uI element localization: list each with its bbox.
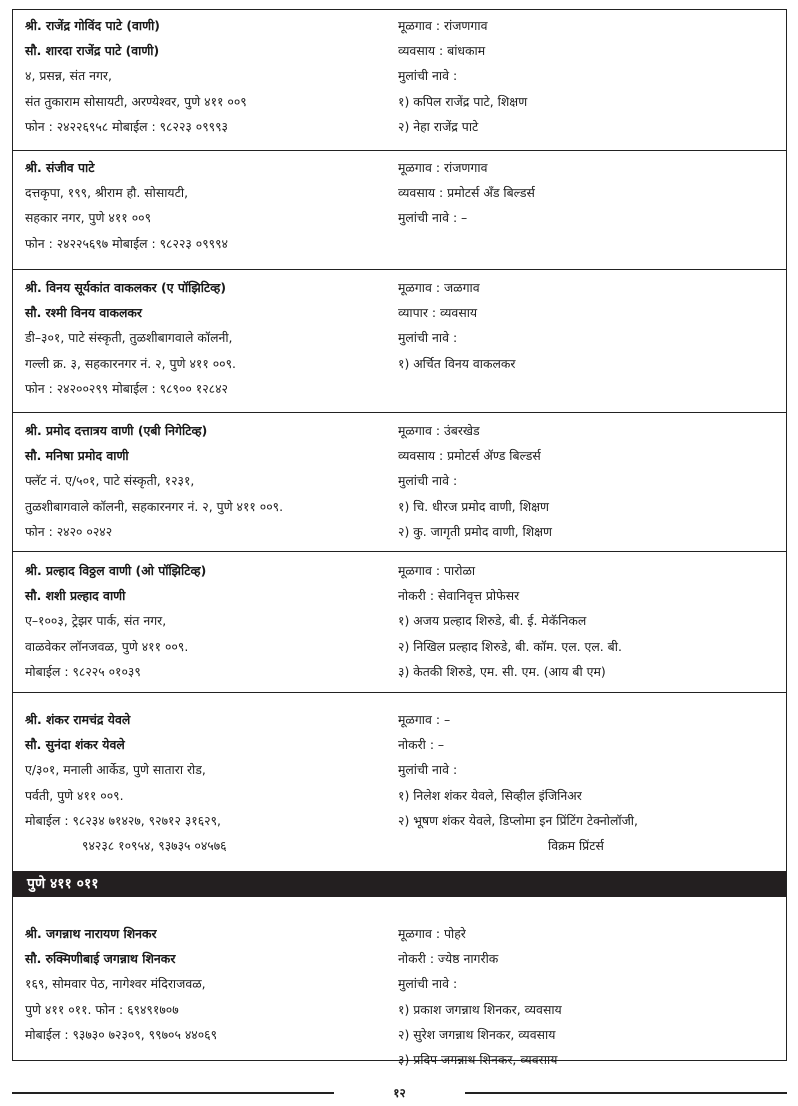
directory-entry [13, 269, 786, 412]
children-heading: मुलांची नावे : [398, 762, 458, 778]
entry-address-column [25, 921, 385, 1047]
member-name: श्री. राजेंद्र गोविंद पाटे (वाणी) [25, 18, 160, 33]
phone-line: फोन : २४२००२९९ मोबाईल : ९८९०० १२८४२ [25, 380, 228, 396]
spouse-name: सौ. रुक्मिणीबाई जगन्नाथ शिनकर [25, 951, 176, 967]
address-line: डी–३०१, पाटे संस्कृती, तुळशीबागवाले कॉलनी, [25, 330, 233, 346]
native-place: मूळगाव : – [398, 712, 451, 727]
entry-address-column [25, 275, 385, 401]
address-line: संत तुकाराम सोसायटी, अरण्येश्वर, पुणे ४११ ००९ [25, 93, 247, 109]
address-line: ए/३०१, मनाली आर्केड, पुणे सातारा रोड, [25, 762, 206, 778]
occupation: व्यापार : व्यवसाय [398, 305, 478, 321]
native-place: मूळगाव : जळगाव [398, 280, 480, 295]
native-place: मूळगाव : रांजणगाव [398, 18, 488, 33]
member-name: श्री. संजीव पाटे [25, 160, 95, 175]
entry-details-column [398, 13, 778, 139]
address-line: ए–१००३, ट्रेझर पार्क, संत नगर, [25, 613, 167, 629]
entry-details-column [398, 418, 778, 544]
child-item: १) निलेश शंकर येवले, सिव्हील इंजिनिअर [398, 787, 582, 803]
occupation: नोकरी : ज्येष्ठ नागरीक [398, 951, 499, 967]
children-heading: मुलांची नावे : [398, 976, 458, 992]
page-number: १२ [387, 1086, 411, 1100]
member-name: श्री. शंकर रामचंद्र येवले [25, 712, 131, 727]
address-line: गल्ली क्र. ३, सहकारनगर नं. २, पुणे ४११ ००९. [25, 355, 236, 371]
occupation: नोकरी : – [398, 737, 445, 753]
phone-line: फोन : २४२० ०२४२ [25, 523, 113, 539]
child-item: १) अर्चित विनय वाकलकर [398, 355, 516, 371]
phone-line-continued: ९४२३८ १०९५४, ९३७३५ ०४५७६ [82, 837, 227, 853]
entry-address-column [25, 418, 385, 544]
address-line: पुणे ४११ ०११. फोन : ६९४९१७०७ [25, 1001, 179, 1017]
phone-line: मोबाईल : ९३७३० ७२३०९, ९९७०५ ४४०६९ [25, 1026, 218, 1042]
child-item: ३) प्रदिप जगन्नाथ शिनकर, व्यवसाय [398, 1051, 558, 1067]
spouse-name: सौ. शशी प्रल्हाद वाणी [25, 588, 126, 604]
entry-details-column [398, 275, 778, 376]
spouse-name: सौ. रश्मी विनय वाकलकर [25, 305, 142, 321]
phone-line: मोबाईल : ९८२२५ ०१०३९ [25, 663, 141, 679]
native-place: मूळगाव : रांजणगाव [398, 160, 488, 175]
directory-entry [13, 10, 786, 150]
children-heading: मुलांची नावे : [398, 68, 458, 84]
children-heading: मुलांची नावे : [398, 330, 458, 346]
member-name: श्री. प्रमोद दत्तात्रय वाणी (एबी निगेटिव्ह) [25, 423, 208, 438]
child-item: १) चि. धीरज प्रमोद वाणी, शिक्षण [398, 498, 550, 514]
directory-entry [13, 150, 786, 269]
child-item: २) नेहा राजेंद्र पाटे [398, 118, 479, 134]
directory-entry [13, 412, 786, 551]
address-line: दत्तकृपा, १९९, श्रीराम हौ. सोसायटी, [25, 185, 189, 201]
directory-entry [13, 692, 786, 871]
address-line: तुळशीबागवाले कॉलनी, सहकारनगर नं. २, पुणे ४११ ००९. [25, 498, 284, 514]
child-item: १) प्रकाश जगन्नाथ शिनकर, व्यवसाय [398, 1001, 562, 1017]
address-line: फ्लॅट नं. ए/५०१, पाटे संस्कृती, १२३१, [25, 473, 195, 489]
native-place: मूळगाव : पोहरे [398, 926, 466, 941]
child-item: २) भूषण शंकर येवले, डिप्लोमा इन प्रिंटिंग टेक्नोलॉजी, [398, 812, 638, 828]
section-header-band [13, 871, 786, 897]
child-item: ३) केतकी शिरुडे, एम. सी. एम. (आय बी एम) [398, 663, 606, 679]
member-name: श्री. प्रल्हाद विठ्ठल वाणी (ओ पॉझिटिव्ह) [25, 563, 207, 578]
entry-address-column [25, 558, 385, 684]
address-line: सहकार नगर, पुणे ४११ ००९ [25, 210, 152, 226]
child-item: २) निखिल प्रल्हाद शिरुडे, बी. कॉम. एल. एल. बी. [398, 638, 622, 654]
spouse-name: सौ. मनिषा प्रमोद वाणी [25, 448, 129, 464]
page-footer [12, 1086, 787, 1100]
children-heading: मुलांची नावे : – [398, 210, 468, 226]
occupation: व्यवसाय : बांधकाम [398, 43, 486, 59]
entry-address-column [25, 707, 385, 858]
occupation: व्यवसाय : प्रमोटर्स अँड बिल्डर्स [398, 185, 535, 201]
entry-details-column [398, 155, 778, 231]
child-item: १) अजय प्रल्हाद शिरुडे, बी. ई. मेकॅनिकल [398, 613, 587, 629]
child-item: २) सुरेश जगन्नाथ शिनकर, व्यवसाय [398, 1026, 556, 1042]
member-name: श्री. विनय सूर्यकांत वाकलकर (ए पॉझिटिव्ह) [25, 280, 226, 295]
address-line: वाळवेकर लॉनजवळ, पुणे ४११ ००९. [25, 638, 189, 654]
spouse-name: सौ. सुनंदा शंकर येवले [25, 737, 125, 753]
entry-address-column [25, 155, 385, 256]
child-item: २) कु. जागृती प्रमोद वाणी, शिक्षण [398, 523, 553, 539]
directory-page [12, 9, 787, 1067]
phone-line: मोबाईल : ९८२३४ ७१४२७, ९२७१२ ३१६२९, [25, 812, 221, 828]
phone-line: फोन : २४२२५६९७ मोबाईल : ९८२२३ ०९९९४ [25, 235, 228, 251]
page-number-ornament [12, 1084, 787, 1102]
directory-entry [13, 551, 786, 692]
occupation: नोकरी : सेवानिवृत्त प्रोफेसर [398, 588, 520, 604]
directory-entry [13, 897, 786, 1067]
address-line: १६९, सोमवार पेठ, नागेश्वर मंदिराजवळ, [25, 976, 206, 992]
occupation: व्यवसाय : प्रमोटर्स ॲण्ड बिल्डर्स [398, 448, 541, 464]
address-line: ४, प्रसन्न, संत नगर, [25, 68, 112, 84]
spouse-name: सौ. शारदा राजेंद्र पाटे (वाणी) [25, 43, 160, 59]
section-header-title: पुणे ४११ ०११ [27, 876, 99, 892]
children-heading: मुलांची नावे : [398, 473, 458, 489]
child-item: १) कपिल राजेंद्र पाटे, शिक्षण [398, 93, 528, 109]
entry-details-column [398, 558, 778, 684]
entry-details-column [398, 921, 778, 1072]
member-name: श्री. जगन्नाथ नारायण शिनकर [25, 926, 157, 941]
native-place: मूळगाव : उंबरखेड [398, 423, 480, 438]
phone-line: फोन : २४२२६९५८ मोबाईल : ९८२२३ ०९९९३ [25, 118, 228, 134]
entry-details-column [398, 707, 778, 858]
entry-address-column [25, 13, 385, 139]
native-place: मूळगाव : पारोळा [398, 563, 476, 578]
address-line: पर्वती, पुणे ४११ ००९. [25, 787, 124, 803]
child-item-continued: विक्रम प्रिंटर्स [548, 837, 604, 853]
